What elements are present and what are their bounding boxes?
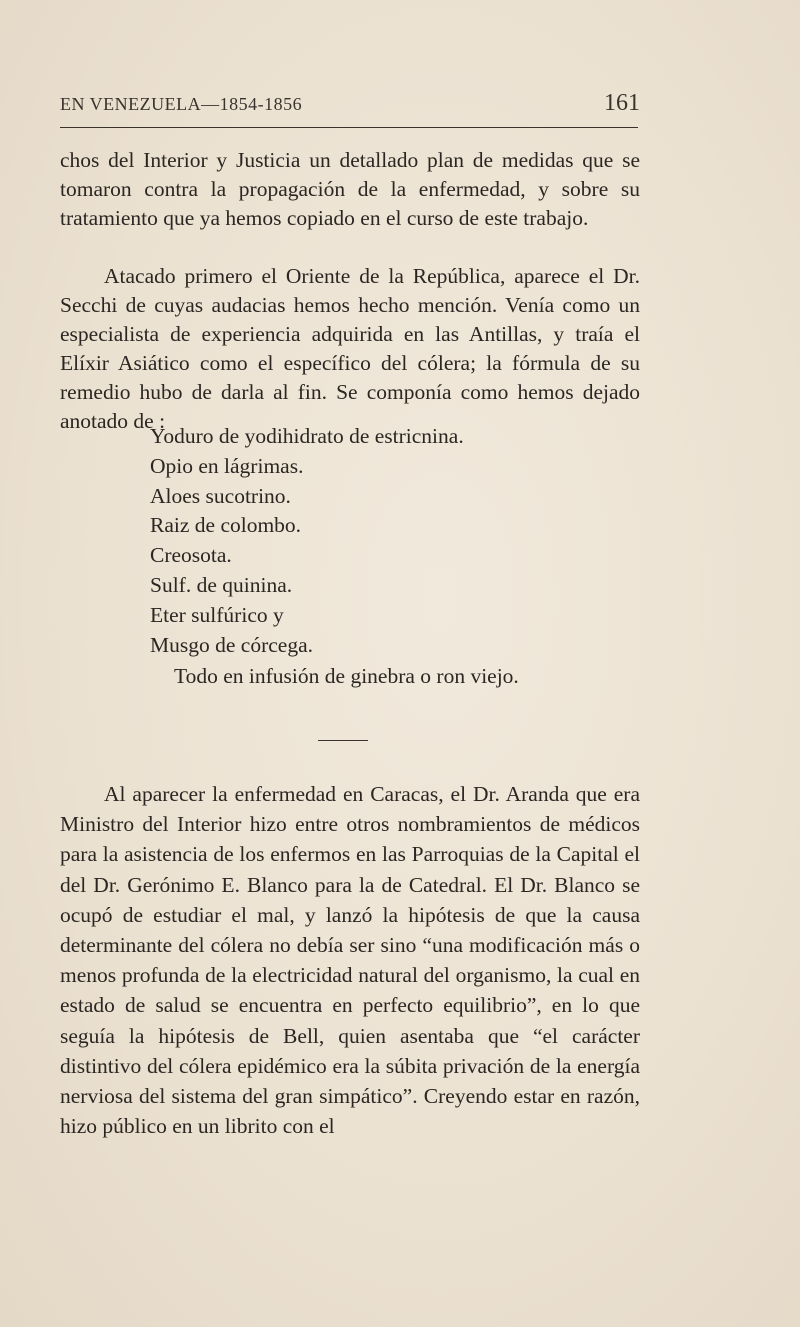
paragraph-blanco: Al aparecer la enfermedad en Caracas, el Dr. Aranda que era Ministro del Interior hizo entre otros nombramientos de médicos para la asistencia de los enfermos en las Parroquias de la Capital el del Dr. Gerónimo E. Blanco para la de Catedral. El Dr. Blanco se ocupó de estudiar el mal, y lanzó la hipótesis de que la causa determinante del cólera no debía ser sino “una modificación más o menos profunda de la electricidad natural del organismo, la cual en estado de salud se encuentra en perfecto equilibrio”, en lo que seguía la hipótesis de Bell, quien asentaba que “el carácter distintivo del cólera epidémico era la súbita privación de la energía nerviosa del sistema del gran simpático”. Creyendo estar en razón, hizo público en un librito con el xyxy=(60,782,640,1139)
paragraph-secchi: Atacado primero el Oriente de la República, aparece el Dr. Secchi de cuyas audacias hemos hecho mención. Venía como un especialista de experiencia adquirida en las Antillas, y traía el Elíxir Asiático como el específico del cólera; la fórmula de su remedio hubo de darla al fin. Se componía como hemos dejado anotado de : xyxy=(60,264,640,433)
formula-item: Sulf. de quinina. xyxy=(150,572,293,597)
formula-item: Creosota. xyxy=(150,543,232,568)
running-head xyxy=(60,90,640,124)
page-number: 161 xyxy=(604,90,640,116)
paragraph-continuation: chos del Interior y Justicia un detallado plan de medidas que se tomaron contra la propagación de la enfermedad, y sobre su tratamiento que ya hemos copiado en el curso de este trabajo. xyxy=(60,148,640,230)
formula-item: Raiz de colombo. xyxy=(150,513,302,538)
section-divider xyxy=(318,740,368,741)
formula-footer: Todo en infusión de ginebra o ron viejo. xyxy=(174,664,519,688)
formula-item: Yoduro de yodihidrato de estricnina. xyxy=(150,424,464,448)
formula-item: Aloes sucotrino. xyxy=(150,483,291,508)
remedy-formula-list xyxy=(150,422,670,660)
formula-item: Eter sulfúrico y xyxy=(150,602,284,627)
running-title: EN VENEZUELA—1854-1856 xyxy=(60,94,303,114)
header-rule xyxy=(60,127,638,128)
formula-item: Musgo de córcega. xyxy=(150,632,313,657)
formula-item: Opio en lágrimas. xyxy=(150,453,304,478)
